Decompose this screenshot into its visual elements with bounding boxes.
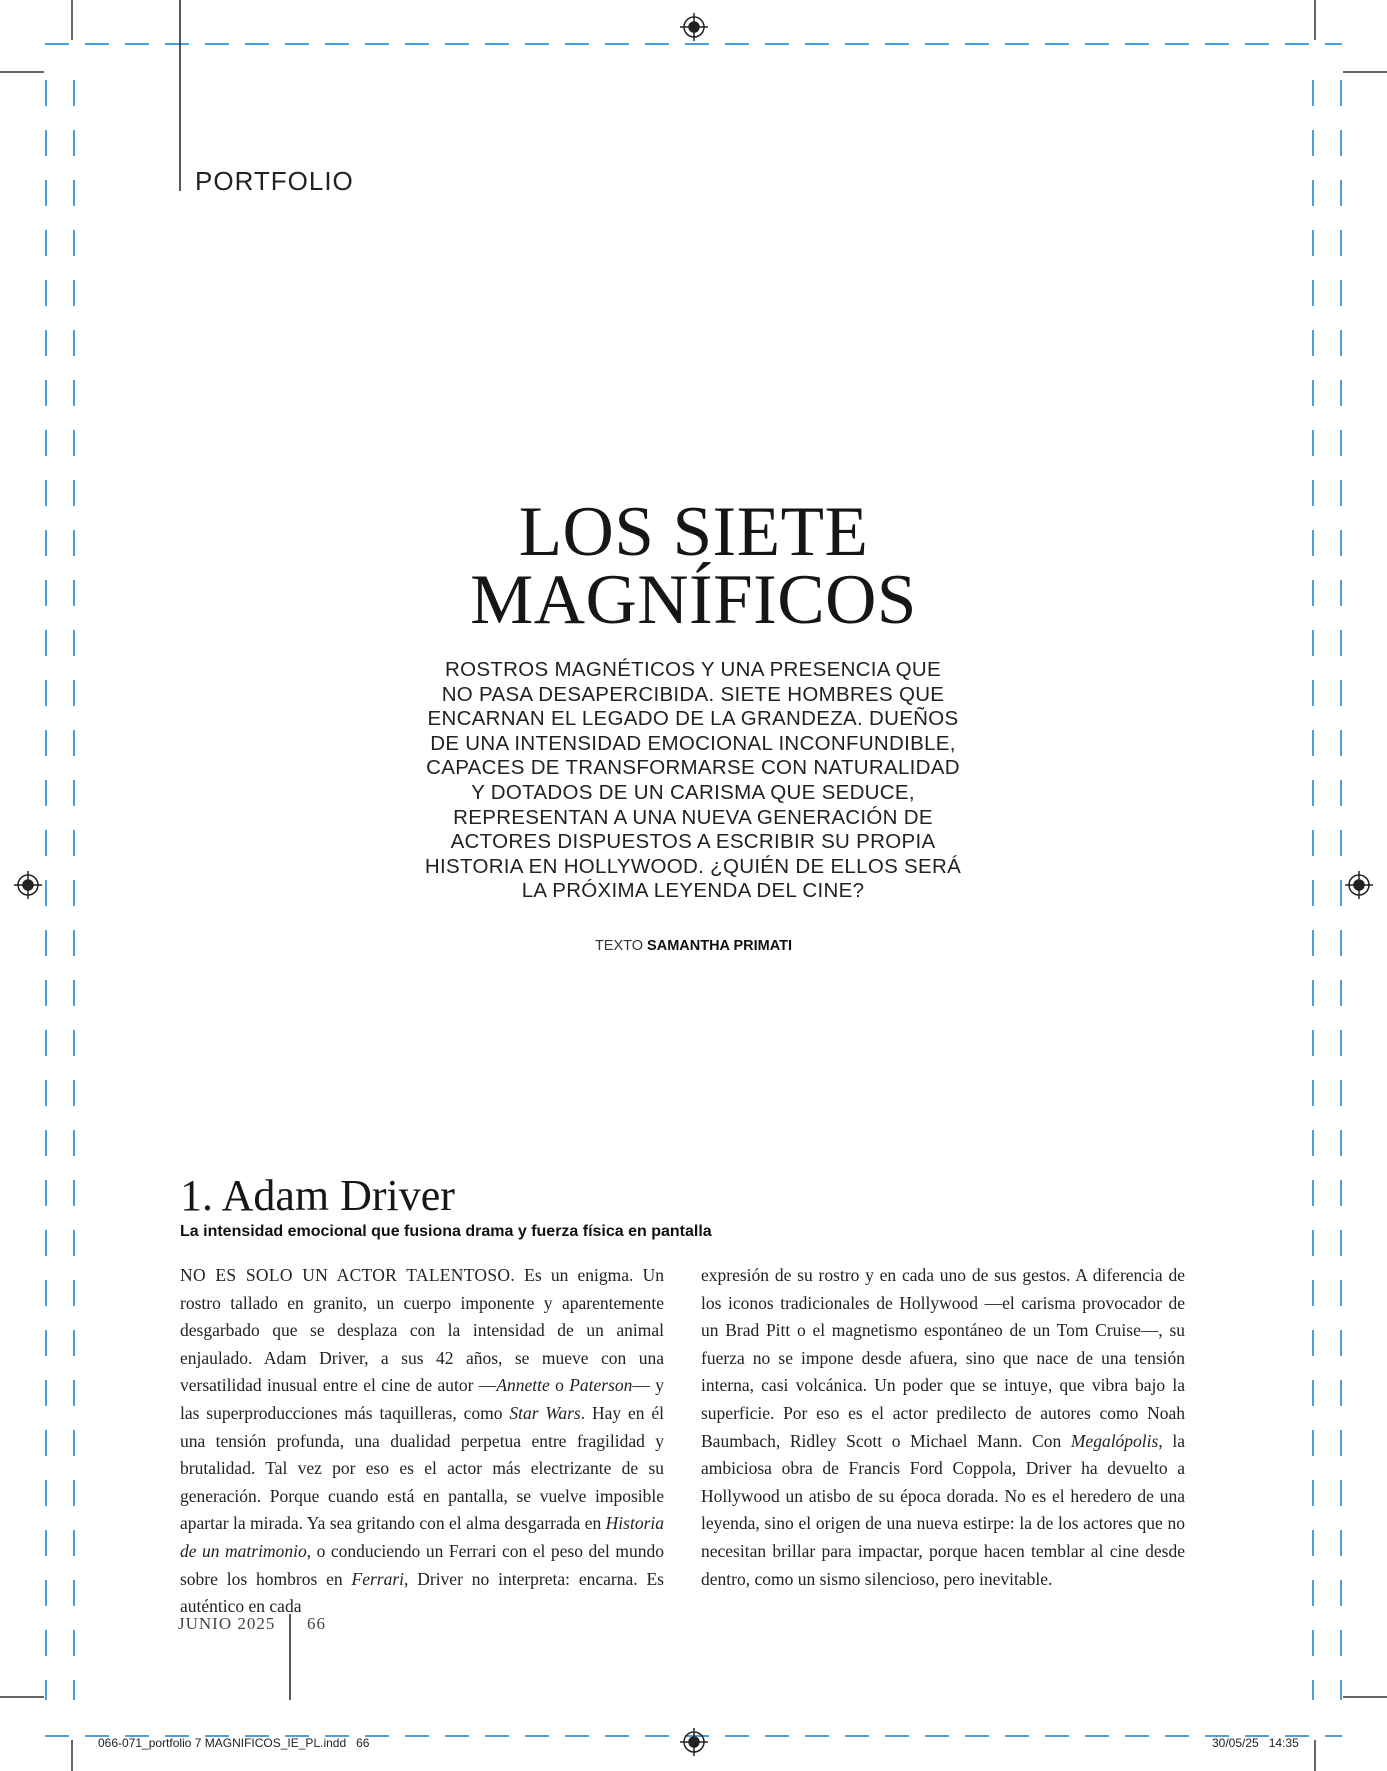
article-column-right <box>701 1262 1185 1593</box>
text-run: . Hay en él una tensión profunda, una dualidad perpetua entre fragilidad y brutalidad. Tal vez por eso es el actor más electrizante de su generación. Porque cuando está en pantalla, se vuelve imposible apartar la mirada. Ya sea gritando con el alma desgarrada en <box>180 1402 664 1534</box>
byline <box>0 938 1387 954</box>
deck-line: REPRESENTAN A UNA NUEVA GENERACIÓN DE <box>453 805 933 829</box>
deck-line: DE UNA INTENSIDAD EMOCIONAL INCONFUNDIBLE, <box>430 731 956 755</box>
slug-timestamp: 30/05/25 14:35 <box>1212 1736 1299 1750</box>
text-run: — y las superproducciones más taquilleras, como <box>180 1375 664 1423</box>
text-run: , Driver no interpreta: encarna. Es auténtico en cada <box>180 1568 664 1617</box>
article-heading: 1. Adam Driver <box>180 1171 455 1220</box>
text-run: expresión de su rostro y en cada uno de sus gestos. A diferencia de los iconos tradicionales de Hollywood —el carisma provocador de un Brad Pitt o el magnetismo espontáneo de un Tom Cruise—, su fuerza no se impone desde afuera, sino que nace de una tensión interna, casi volcánica. Un poder que se intuye, que vibra bajo la superficie. Por eso es el actor predilecto de autores como Noah Baumbach, Ridley Scott o Michael Mann. Con <box>701 1265 1185 1451</box>
folio <box>178 1614 326 1634</box>
article-column-left <box>180 1262 664 1621</box>
deck-line: ACTORES DISPUESTOS A ESCRIBIR SU PROPIA <box>450 830 936 854</box>
film-title: Historia de un matrimonio <box>180 1513 664 1561</box>
section-label: PORTFOLIO <box>195 166 354 196</box>
title-line: MAGNÍFICOS <box>470 561 917 639</box>
byline-author: SAMANTHA PRIMATI <box>647 938 793 954</box>
text-run: o <box>549 1375 570 1396</box>
film-title: Megalópolis <box>1070 1430 1159 1451</box>
page-title <box>0 493 1387 639</box>
text-run: NO ES SOLO UN ACTOR TALENTOSO. <box>180 1265 515 1285</box>
deck-intro <box>393 658 993 904</box>
page-number: 66 <box>307 1614 326 1633</box>
text-run: Es un enigma. Un rostro tallado en granito, un cuerpo imponente y aparentemente desgarbado que se desplaza con la intensidad de un animal enjaulado. Adam Driver, a sus 42 años, se mueve con una versatilidad inusual entre el cine de autor — <box>180 1265 664 1396</box>
deck-line: HISTORIA EN HOLLYWOOD. ¿QUIÉN DE ELLOS SERÁ <box>424 854 962 878</box>
film-title: Star Wars <box>509 1402 581 1423</box>
deck-line: ROSTROS MAGNÉTICOS Y UNA PRESENCIA QUE <box>445 658 941 681</box>
text-run: , la ambiciosa obra de Francis Ford Coppola, Driver ha devuelto a Hollywood un atisbo de su época dorada. No es el heredero de una leyenda, sino el origen de una nueva estirpe: la de los actores que no necesitan brillar para impactar, porque hacen temblar al cine desde dentro, como un sismo silencioso, pero inevitable. <box>701 1430 1185 1589</box>
deck-line: LA PRÓXIMA LEYENDA DEL CINE? <box>521 879 865 903</box>
text-run: , o conduciendo un Ferrari con el peso del mundo sobre los hombros en <box>180 1540 664 1589</box>
deck-line: ENCARNAN EL LEGADO DE LA GRANDEZA. DUEÑOS <box>427 707 959 731</box>
deck-line: Y DOTADOS DE UN CARISMA QUE SEDUCE, <box>471 780 915 804</box>
issue-date: JUNIO 2025 <box>178 1614 276 1633</box>
slug-filename: 066-071_portfolio 7 MAGNIFICOS_IE_PL.indd 66 <box>98 1736 370 1750</box>
film-title: Ferrari <box>351 1568 404 1589</box>
article-subheading: La intensidad emocional que fusiona drama y fuerza física en pantalla <box>180 1223 712 1240</box>
deck-line: NO PASA DESAPERCIBIDA. SIETE HOMBRES QUE <box>441 682 945 706</box>
byline-label: TEXTO <box>594 938 644 954</box>
title-line: LOS SIETE <box>518 493 869 571</box>
film-title: Annette <box>496 1375 550 1396</box>
deck-line: CAPACES DE TRANSFORMARSE CON NATURALIDAD <box>426 756 960 780</box>
film-title: Paterson <box>569 1375 633 1396</box>
